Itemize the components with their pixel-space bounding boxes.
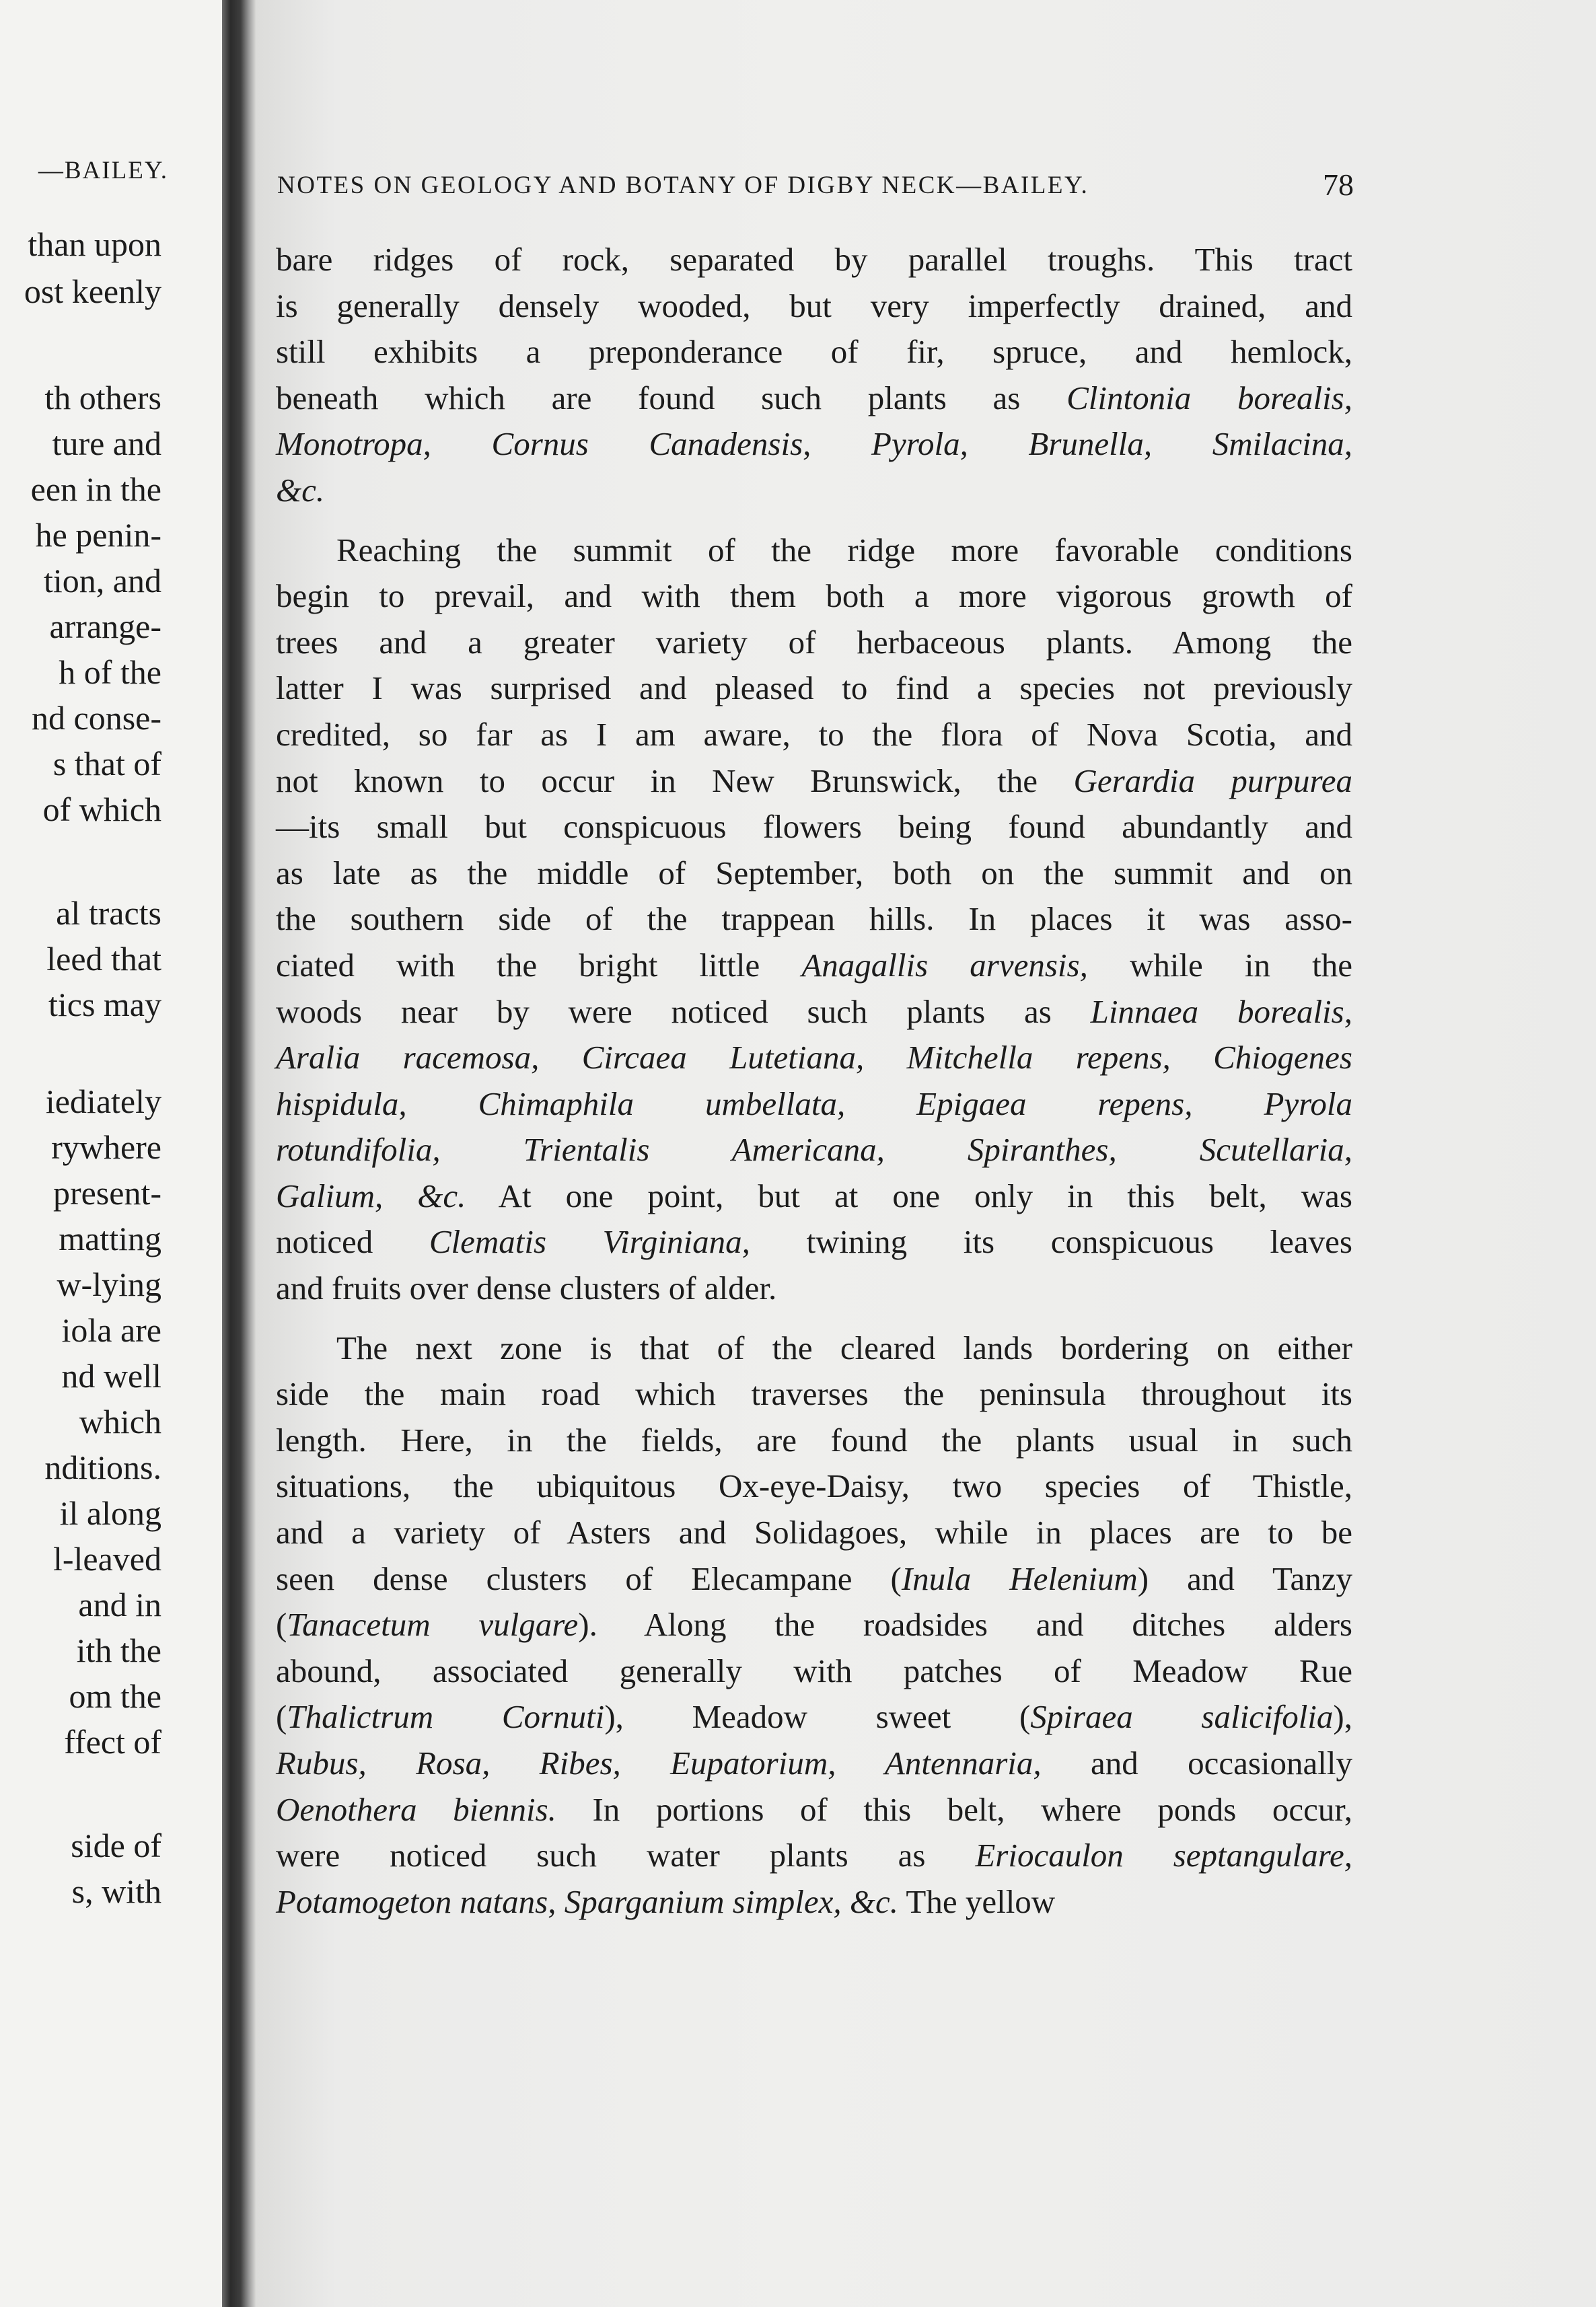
text-line	[276, 1035, 1352, 1081]
left-page-line: ffect of	[64, 1723, 161, 1761]
text-line	[276, 850, 1352, 897]
text-line	[276, 1787, 1352, 1833]
text-line	[276, 1081, 1352, 1128]
running-head: NOTES ON GEOLOGY AND BOTANY OF DIGBY NECK—BAILEY.	[277, 172, 1089, 199]
left-page-line: al tracts	[56, 894, 161, 932]
text-run: Reaching the summit of the ridge more favorable conditions	[336, 531, 1352, 569]
text-run: is generally densely wooded, but very imperfectly drained, and	[276, 287, 1352, 324]
page-header	[277, 167, 1354, 207]
text-run: woods near by were noticed such plants as	[276, 992, 1091, 1030]
text-run: and a variety of Asters and Solidagoes, while in places are to be	[276, 1514, 1352, 1551]
text-line	[276, 1463, 1352, 1510]
text-line	[276, 1602, 1352, 1648]
text-run: and fruits over dense clusters of alder.	[276, 1270, 777, 1307]
text-run: still exhibits a preponderance of fir, spruce, and hemlock,	[276, 333, 1352, 371]
text-line	[276, 758, 1352, 805]
text-line	[276, 1219, 1352, 1266]
text-run: At one point, but at one only in this belt, was	[466, 1177, 1352, 1214]
left-facing-page	[0, 0, 222, 2307]
left-page-line: tics may	[48, 986, 161, 1023]
italic-taxon: hispidula, Chimaphila umbellata, Epigaea repens, Pyrola	[276, 1085, 1352, 1122]
left-page-line: matting	[59, 1220, 161, 1257]
text-run: —its small but conspicuous flowers being found abundantly and	[276, 808, 1352, 846]
italic-taxon: Clematis Virginiana,	[429, 1223, 750, 1261]
text-run: bare ridges of rock, separated by parallel troughs. This tract	[276, 241, 1352, 278]
text-run: ), Meadow sweet (	[604, 1698, 1031, 1736]
text-run: (	[276, 1698, 287, 1736]
left-page-line: w-lying	[57, 1266, 161, 1303]
left-page-line: ture and	[52, 425, 161, 462]
italic-taxon: Thalictrum Cornuti	[287, 1698, 605, 1736]
text-run: credited, so far as I am aware, to the flora of Nova Scotia, and	[276, 715, 1352, 753]
italic-taxon: Oenothera biennis.	[276, 1790, 556, 1828]
italic-taxon: Eriocaulon septangulare,	[975, 1837, 1352, 1874]
text-line	[276, 329, 1352, 375]
text-line	[276, 573, 1352, 620]
paragraph	[276, 527, 1352, 1312]
left-running-head: —BAILEY.	[38, 157, 168, 184]
text-line	[276, 989, 1352, 1035]
left-page-line: il along	[59, 1494, 161, 1532]
italic-taxon: Linnaea borealis,	[1090, 992, 1352, 1030]
text-run: as late as the middle of September, both on the summit and on	[276, 854, 1352, 891]
left-page-line: om the	[69, 1677, 161, 1715]
text-line	[276, 712, 1352, 758]
text-run: while in the	[1087, 946, 1352, 984]
left-page-line: side of	[71, 1827, 161, 1864]
text-run: latter I was surprised and pleased to find a species not previously	[276, 669, 1352, 707]
body-text	[276, 237, 1352, 1925]
italic-taxon: Anagallis arvensis,	[801, 946, 1088, 984]
page-number: 78	[1323, 168, 1354, 202]
left-page-line: which	[79, 1403, 161, 1440]
text-line	[276, 421, 1352, 468]
left-page-line: present-	[52, 1174, 161, 1212]
text-run: ) and Tanzy	[1137, 1560, 1352, 1597]
text-run: In portions of this belt, where ponds occur,	[556, 1790, 1352, 1828]
text-line	[276, 665, 1352, 712]
left-page-line: s that of	[52, 745, 161, 782]
text-run: trees and a greater variety of herbaceous plants. Among the	[276, 623, 1352, 661]
text-line	[276, 1325, 1352, 1372]
text-run: and occasionally	[1041, 1745, 1352, 1782]
left-page-line: l-leaved	[52, 1540, 161, 1578]
left-page-line: arrange-	[49, 608, 161, 645]
text-run: abound, associated generally with patches of Meadow Rue	[276, 1652, 1352, 1689]
italic-taxon: Clintonia borealis,	[1066, 379, 1352, 416]
left-page-line: h of the	[59, 653, 161, 691]
text-line	[276, 1556, 1352, 1603]
paragraph	[276, 1325, 1352, 1926]
italic-taxon: Potamogeton natans, Sparganium simplex, &c.	[276, 1882, 899, 1920]
left-page-line: ith the	[76, 1632, 161, 1669]
text-line	[276, 1371, 1352, 1418]
text-line	[276, 283, 1352, 330]
text-line	[276, 527, 1352, 574]
text-run: beneath which are found such plants as	[276, 379, 1067, 416]
text-run: (	[276, 1606, 287, 1644]
text-run: the southern side of the trappean hills. In places it was asso-	[276, 900, 1352, 938]
book-gutter	[222, 0, 256, 2307]
left-page-line: nditions.	[44, 1449, 161, 1486]
italic-taxon: Inula Helenium	[901, 1560, 1138, 1597]
italic-taxon: rotundifolia, Trientalis Americana, Spiranthes, Scutellaria,	[276, 1131, 1352, 1169]
text-run: begin to prevail, and with them both a more vigorous growth of	[276, 577, 1352, 615]
text-run: ciated with the bright little	[276, 946, 802, 984]
text-line	[276, 620, 1352, 666]
italic-taxon: Spiraea salicifolia	[1030, 1698, 1334, 1736]
text-run: noticed	[276, 1223, 429, 1261]
left-page-line: of which	[42, 791, 161, 828]
text-line	[276, 1173, 1352, 1220]
text-line	[276, 1127, 1352, 1173]
left-page-line: een in the	[30, 470, 161, 508]
left-page-line: tion, and	[44, 562, 161, 599]
text-line	[276, 1694, 1352, 1741]
left-page-line: iola are	[61, 1311, 161, 1349]
text-run: seen dense clusters of Elecampane (	[276, 1560, 902, 1597]
text-line	[276, 804, 1352, 850]
text-run: twining its conspicuous leaves	[750, 1223, 1352, 1261]
italic-taxon: Aralia racemosa, Circaea Lutetiana, Mitchella repens, Chiogenes	[276, 1039, 1352, 1076]
left-page-line: nd well	[61, 1357, 161, 1395]
text-run: situations, the ubiquitous Ox-eye-Daisy, two species of Thistle,	[276, 1467, 1352, 1505]
text-line	[276, 1510, 1352, 1556]
italic-taxon: &c.	[276, 471, 325, 509]
italic-taxon: Tanacetum vulgare	[287, 1606, 579, 1644]
left-page-line: rywhere	[51, 1128, 161, 1166]
text-run: not known to occur in New Brunswick, the	[276, 762, 1074, 799]
left-page-line: than upon	[28, 225, 161, 263]
left-page-line: nd conse-	[32, 699, 161, 737]
text-run: side the main road which traverses the peninsula throughout its	[276, 1375, 1352, 1413]
text-line	[276, 896, 1352, 943]
text-line	[276, 1741, 1352, 1787]
text-line	[276, 237, 1352, 283]
paragraph	[276, 237, 1352, 514]
text-line	[276, 1418, 1352, 1464]
text-run: ). Along the roadsides and ditches alders	[578, 1606, 1352, 1644]
text-line	[276, 375, 1352, 422]
text-line	[276, 1266, 1352, 1312]
italic-taxon: Gerardia purpurea	[1073, 762, 1353, 799]
italic-taxon: Rubus, Rosa, Ribes, Eupatorium, Antennaria,	[276, 1745, 1042, 1782]
text-run: were noticed such water plants as	[276, 1837, 976, 1874]
text-line	[276, 1648, 1352, 1695]
italic-taxon: Monotropa, Cornus Canadensis, Pyrola, Brunella, Smilacina,	[276, 425, 1352, 463]
text-line	[276, 468, 1352, 514]
text-run: ),	[1333, 1698, 1352, 1736]
italic-taxon: Galium, &c.	[276, 1177, 466, 1214]
text-run: The next zone is that of the cleared lands bordering on either	[336, 1329, 1352, 1366]
text-run: The yellow	[898, 1882, 1056, 1920]
paragraph-gap	[276, 514, 1352, 527]
paragraph-gap	[276, 1312, 1352, 1325]
left-page-line: iediately	[45, 1083, 161, 1120]
text-line	[276, 1833, 1352, 1879]
left-page-line: s, with	[71, 1872, 161, 1910]
left-page-line: th others	[44, 379, 161, 416]
text-run: length. Here, in the fields, are found the plants usual in such	[276, 1421, 1352, 1459]
left-page-line: ost keenly	[24, 272, 161, 310]
text-line	[276, 943, 1352, 989]
left-page-line: he penin-	[35, 516, 161, 554]
left-page-line: leed that	[46, 940, 161, 978]
left-page-line: and in	[78, 1586, 161, 1623]
text-line	[276, 1879, 1352, 1926]
